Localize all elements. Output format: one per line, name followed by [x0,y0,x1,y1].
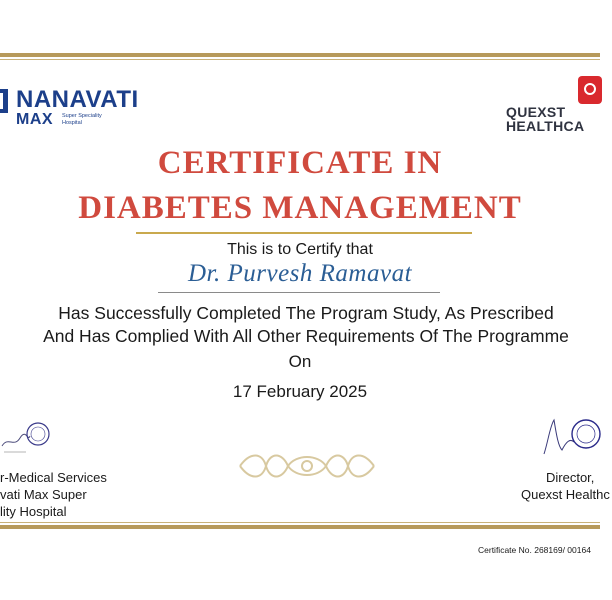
bottom-border-thin [0,522,600,523]
certificate-number: Certificate No. 268169/ 00164 [478,545,591,555]
nanavati-mark-icon [0,89,8,113]
quexst-line2: HEALTHCA [506,118,585,134]
right-signatory-line1: Director, [546,470,595,485]
quexst-mark-icon [578,76,602,104]
right-signatory [518,469,608,503]
decorative-ornament-icon [236,446,378,486]
left-signatory-line1: r-Medical Services [0,470,107,485]
quexst-line1: QUEXST [506,104,566,120]
on-label: On [288,352,312,371]
left-seal-stamp-icon [0,418,52,458]
recipient-underline [158,292,440,293]
nanavati-max: MAX [16,111,54,128]
right-seal-stamp-icon [540,412,602,462]
certificate-title-line1: CERTIFICATE IN [157,145,443,181]
body-line-2: And Has Complied With All Other Requirements Of The Programme [43,326,569,346]
left-signatory [0,469,130,520]
quexst-healthcare-logo [500,74,600,134]
certify-text: This is to Certify that [227,241,373,258]
certificate-date: 17 February 2025 [232,382,368,401]
left-signatory-line3: lity Hospital [0,504,67,519]
right-signatory-line2: Quexst Healthc [521,487,610,502]
bottom-border [0,525,600,529]
nanavati-max-logo [0,86,160,134]
body-line-1: Has Successfully Completed The Program Study, As Prescribed [58,303,554,323]
left-signatory-line2: vati Max Super [0,487,87,502]
top-border-thin [0,59,600,60]
title-divider [136,232,472,234]
nanavati-name: NANAVATI [16,86,139,113]
nanavati-subtitle-line2: Hospital [62,119,82,126]
certificate-title-line2: DIABETES MANAGEMENT [78,190,522,226]
nanavati-subtitle [62,113,132,126]
recipient-name: Dr. Purvesh Ramavat [187,260,413,287]
top-border [0,53,600,57]
nanavati-subtitle-line1: Super Speciality [62,113,102,119]
